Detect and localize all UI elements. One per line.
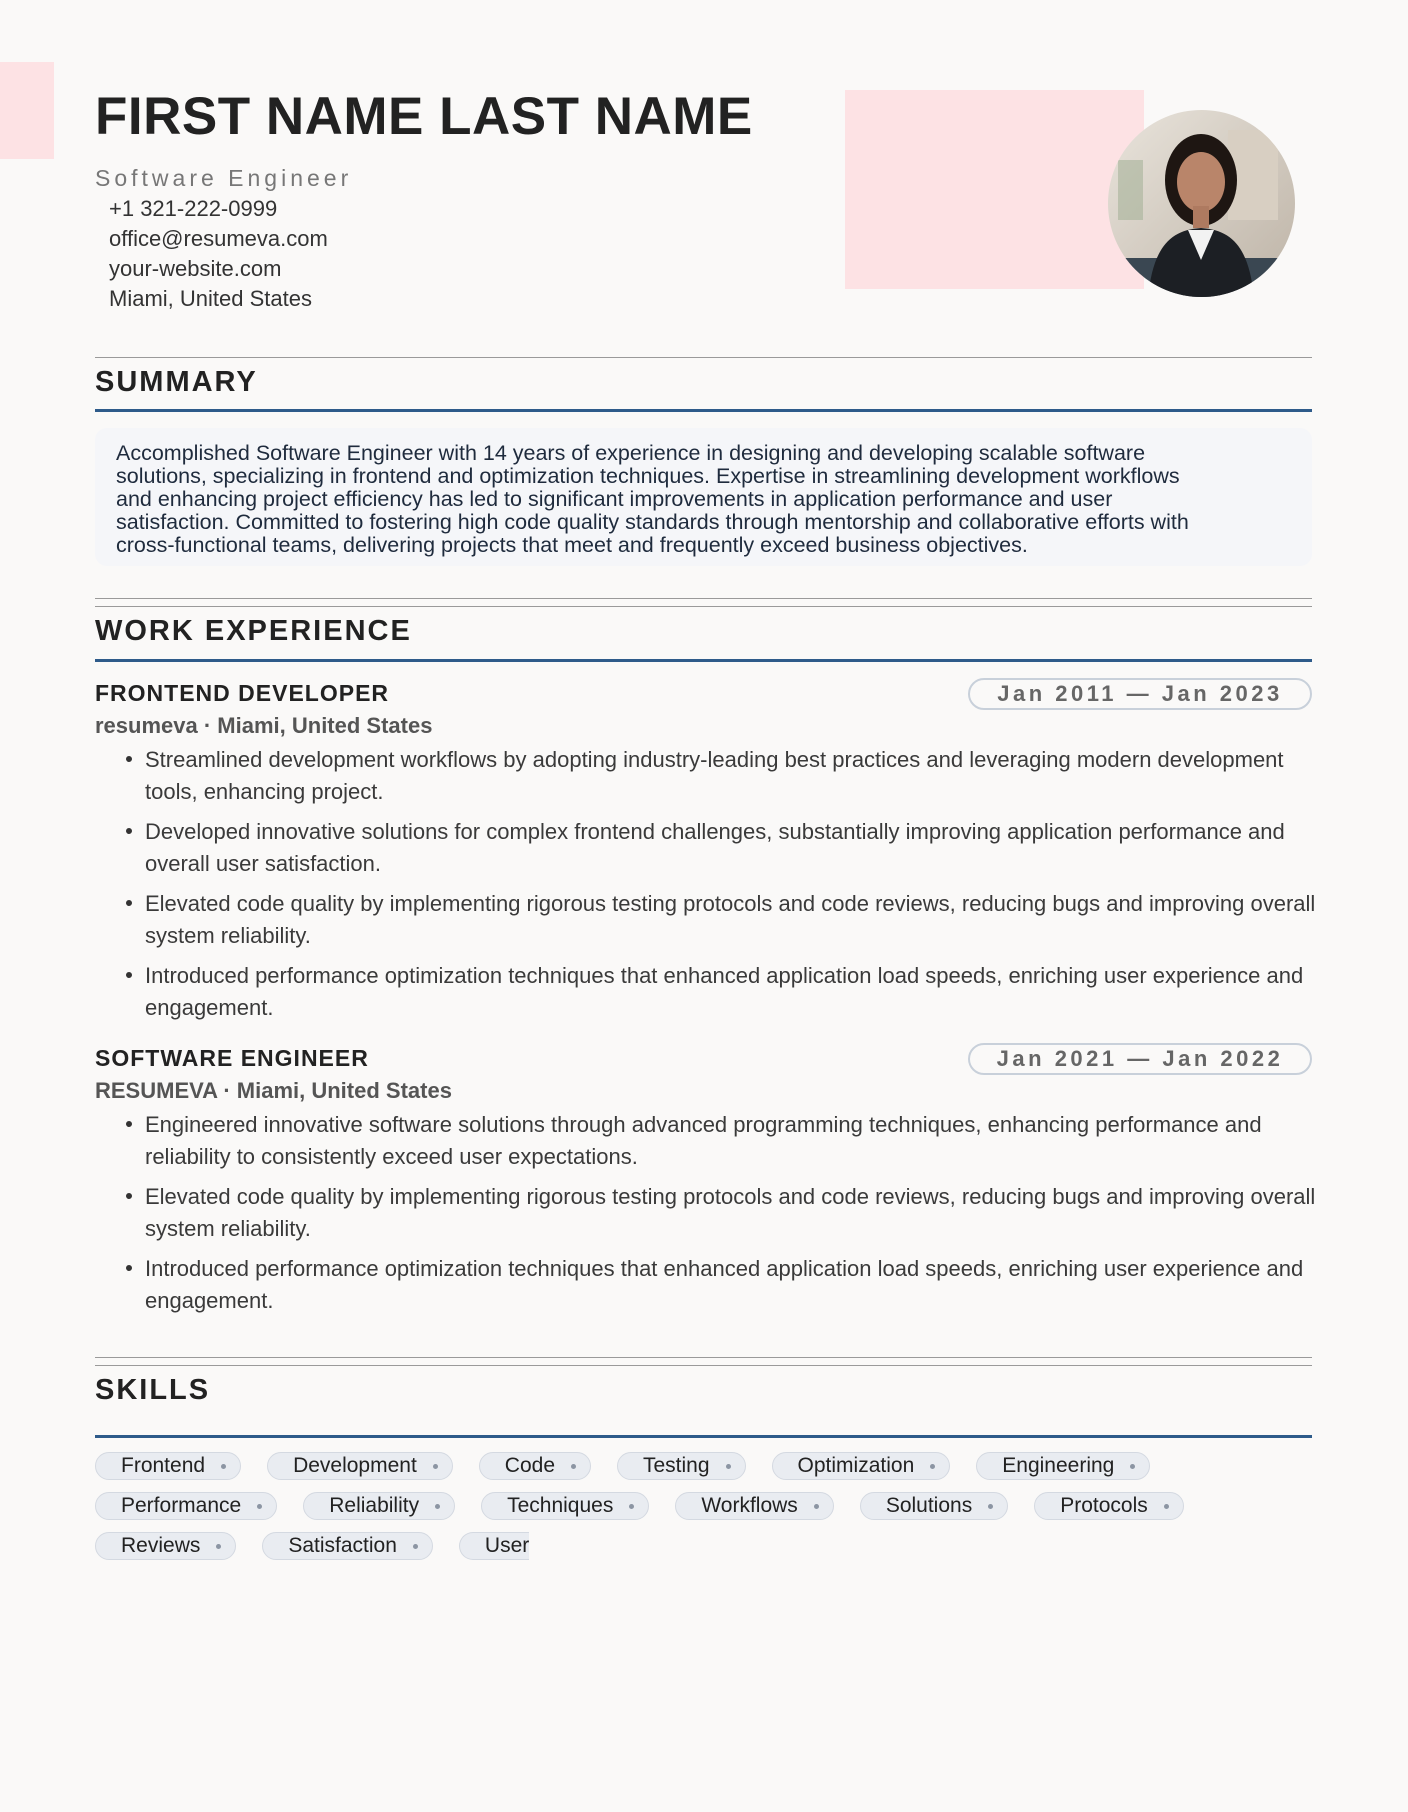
skill-chip [860,1492,1008,1520]
profile-photo [1108,110,1295,297]
dot-icon [435,1504,440,1509]
dot-icon [1130,1464,1135,1469]
dot-icon [221,1464,226,1469]
list-item: Introduced performance optimization techniques that enhanced application load speeds, enriching user experience and engagement. [121,1253,1321,1317]
skill-chip [267,1452,453,1480]
skill-label: Development [293,1454,417,1477]
summary-line: cross-functional teams, delivering projects that meet and frequently exceed business objectives. [116,533,1028,557]
section-underline [95,659,1312,662]
list-item: Introduced performance optimization techniques that enhanced application load speeds, enriching user experience and engagement. [121,960,1321,1024]
skills-heading: SKILLS [95,1374,211,1406]
skills-row [95,1532,1325,1572]
date-range-badge: Jan 2021 — Jan 2022 [968,1043,1312,1075]
job-title: FRONTEND DEVELOPER [95,680,390,706]
job-title: SOFTWARE ENGINEER [95,1045,369,1071]
summary-heading: SUMMARY [95,366,258,398]
divider [95,357,1312,358]
skill-chip [95,1492,277,1520]
skill-label: Techniques [507,1494,614,1517]
skill-chip [617,1452,746,1480]
skill-label: Frontend [121,1454,206,1477]
section-underline [95,1435,1312,1438]
skill-label: Reviews [121,1534,201,1557]
divider [95,1365,1312,1366]
company-location: RESUMEVA · Miami, United States [95,1078,452,1103]
phone-number: +1 321-222-0999 [109,196,278,221]
skill-chip [675,1492,833,1520]
job-bullets [121,1109,1321,1325]
skill-label: Workflows [701,1494,798,1517]
skill-chip [459,1532,529,1560]
summary-line: and enhancing project efficiency has led to significant improvements in application performance and user [116,487,1113,511]
dot-icon [571,1464,576,1469]
dot-icon [814,1504,819,1509]
skill-chip [95,1532,236,1560]
divider [95,606,1312,607]
location: Miami, United States [109,286,312,311]
company-location: resumeva · Miami, United States [95,713,433,738]
skill-label: Code [504,1454,555,1477]
dot-icon [1164,1504,1169,1509]
dot-icon [930,1464,935,1469]
email-address: office@resumeva.com [109,226,328,251]
dot-icon [413,1544,418,1549]
decorative-pink-tab [0,62,54,159]
skill-label: User [484,1534,530,1557]
skills-list [95,1452,1325,1572]
skill-chip [772,1452,951,1480]
dot-icon [257,1504,262,1509]
summary-line: solutions, specializing in frontend and optimization techniques. Expertise in streamlining development workflows [116,464,1180,488]
portrait-image [1108,110,1295,297]
dot-icon [216,1544,221,1549]
summary-text [95,428,1312,566]
summary-line: Accomplished Software Engineer with 14 years of experience in designing and developing scalable software [116,441,1146,465]
skills-row [95,1492,1325,1532]
divider [95,1357,1312,1358]
list-item: Streamlined development workflows by adopting industry-leading best practices and leveraging modern development tools, enhancing project. [121,744,1321,808]
job-role: Software Engineer [95,165,353,191]
dot-icon [726,1464,731,1469]
dot-icon [433,1464,438,1469]
skills-row [95,1452,1325,1492]
dot-icon [629,1504,634,1509]
skill-chip [479,1452,591,1480]
contact-info [109,194,328,314]
skill-chip [481,1492,649,1520]
dot-icon [988,1504,993,1509]
skill-label: Optimization [797,1454,915,1477]
skill-chip [262,1532,433,1560]
date-range-badge: Jan 2011 — Jan 2023 [968,678,1312,710]
skill-label: Reliability [329,1494,420,1517]
skill-chip [303,1492,455,1520]
skill-chip [95,1452,241,1480]
skill-label: Satisfaction [288,1534,397,1557]
divider [95,598,1312,599]
summary-line: satisfaction. Committed to fostering high code quality standards through mentorship and collaborative efforts with [116,510,1189,534]
list-item: Elevated code quality by implementing rigorous testing protocols and code reviews, reducing bugs and improving overall system reliability. [121,1181,1321,1245]
skill-label: Performance [121,1494,242,1517]
website-link: your-website.com [109,256,282,281]
decorative-pink-block [845,90,1144,289]
list-item: Developed innovative solutions for complex frontend challenges, substantially improving application performance and overall user satisfaction. [121,816,1321,880]
list-item: Engineered innovative software solutions through advanced programming techniques, enhancing performance and reliability to consistently exceed user expectations. [121,1109,1321,1173]
skill-label: Protocols [1060,1494,1148,1517]
skill-chip [976,1452,1150,1480]
candidate-name: FIRST NAME LAST NAME [95,87,753,146]
skill-label: Engineering [1002,1454,1115,1477]
skill-chip [1034,1492,1184,1520]
section-underline [95,409,1312,412]
job-bullets [121,744,1321,1032]
list-item: Elevated code quality by implementing rigorous testing protocols and code reviews, reducing bugs and improving overall system reliability. [121,888,1321,952]
skill-label: Solutions [885,1494,973,1517]
work-experience-heading: WORK EXPERIENCE [95,615,412,647]
skill-label: Testing [643,1454,710,1477]
